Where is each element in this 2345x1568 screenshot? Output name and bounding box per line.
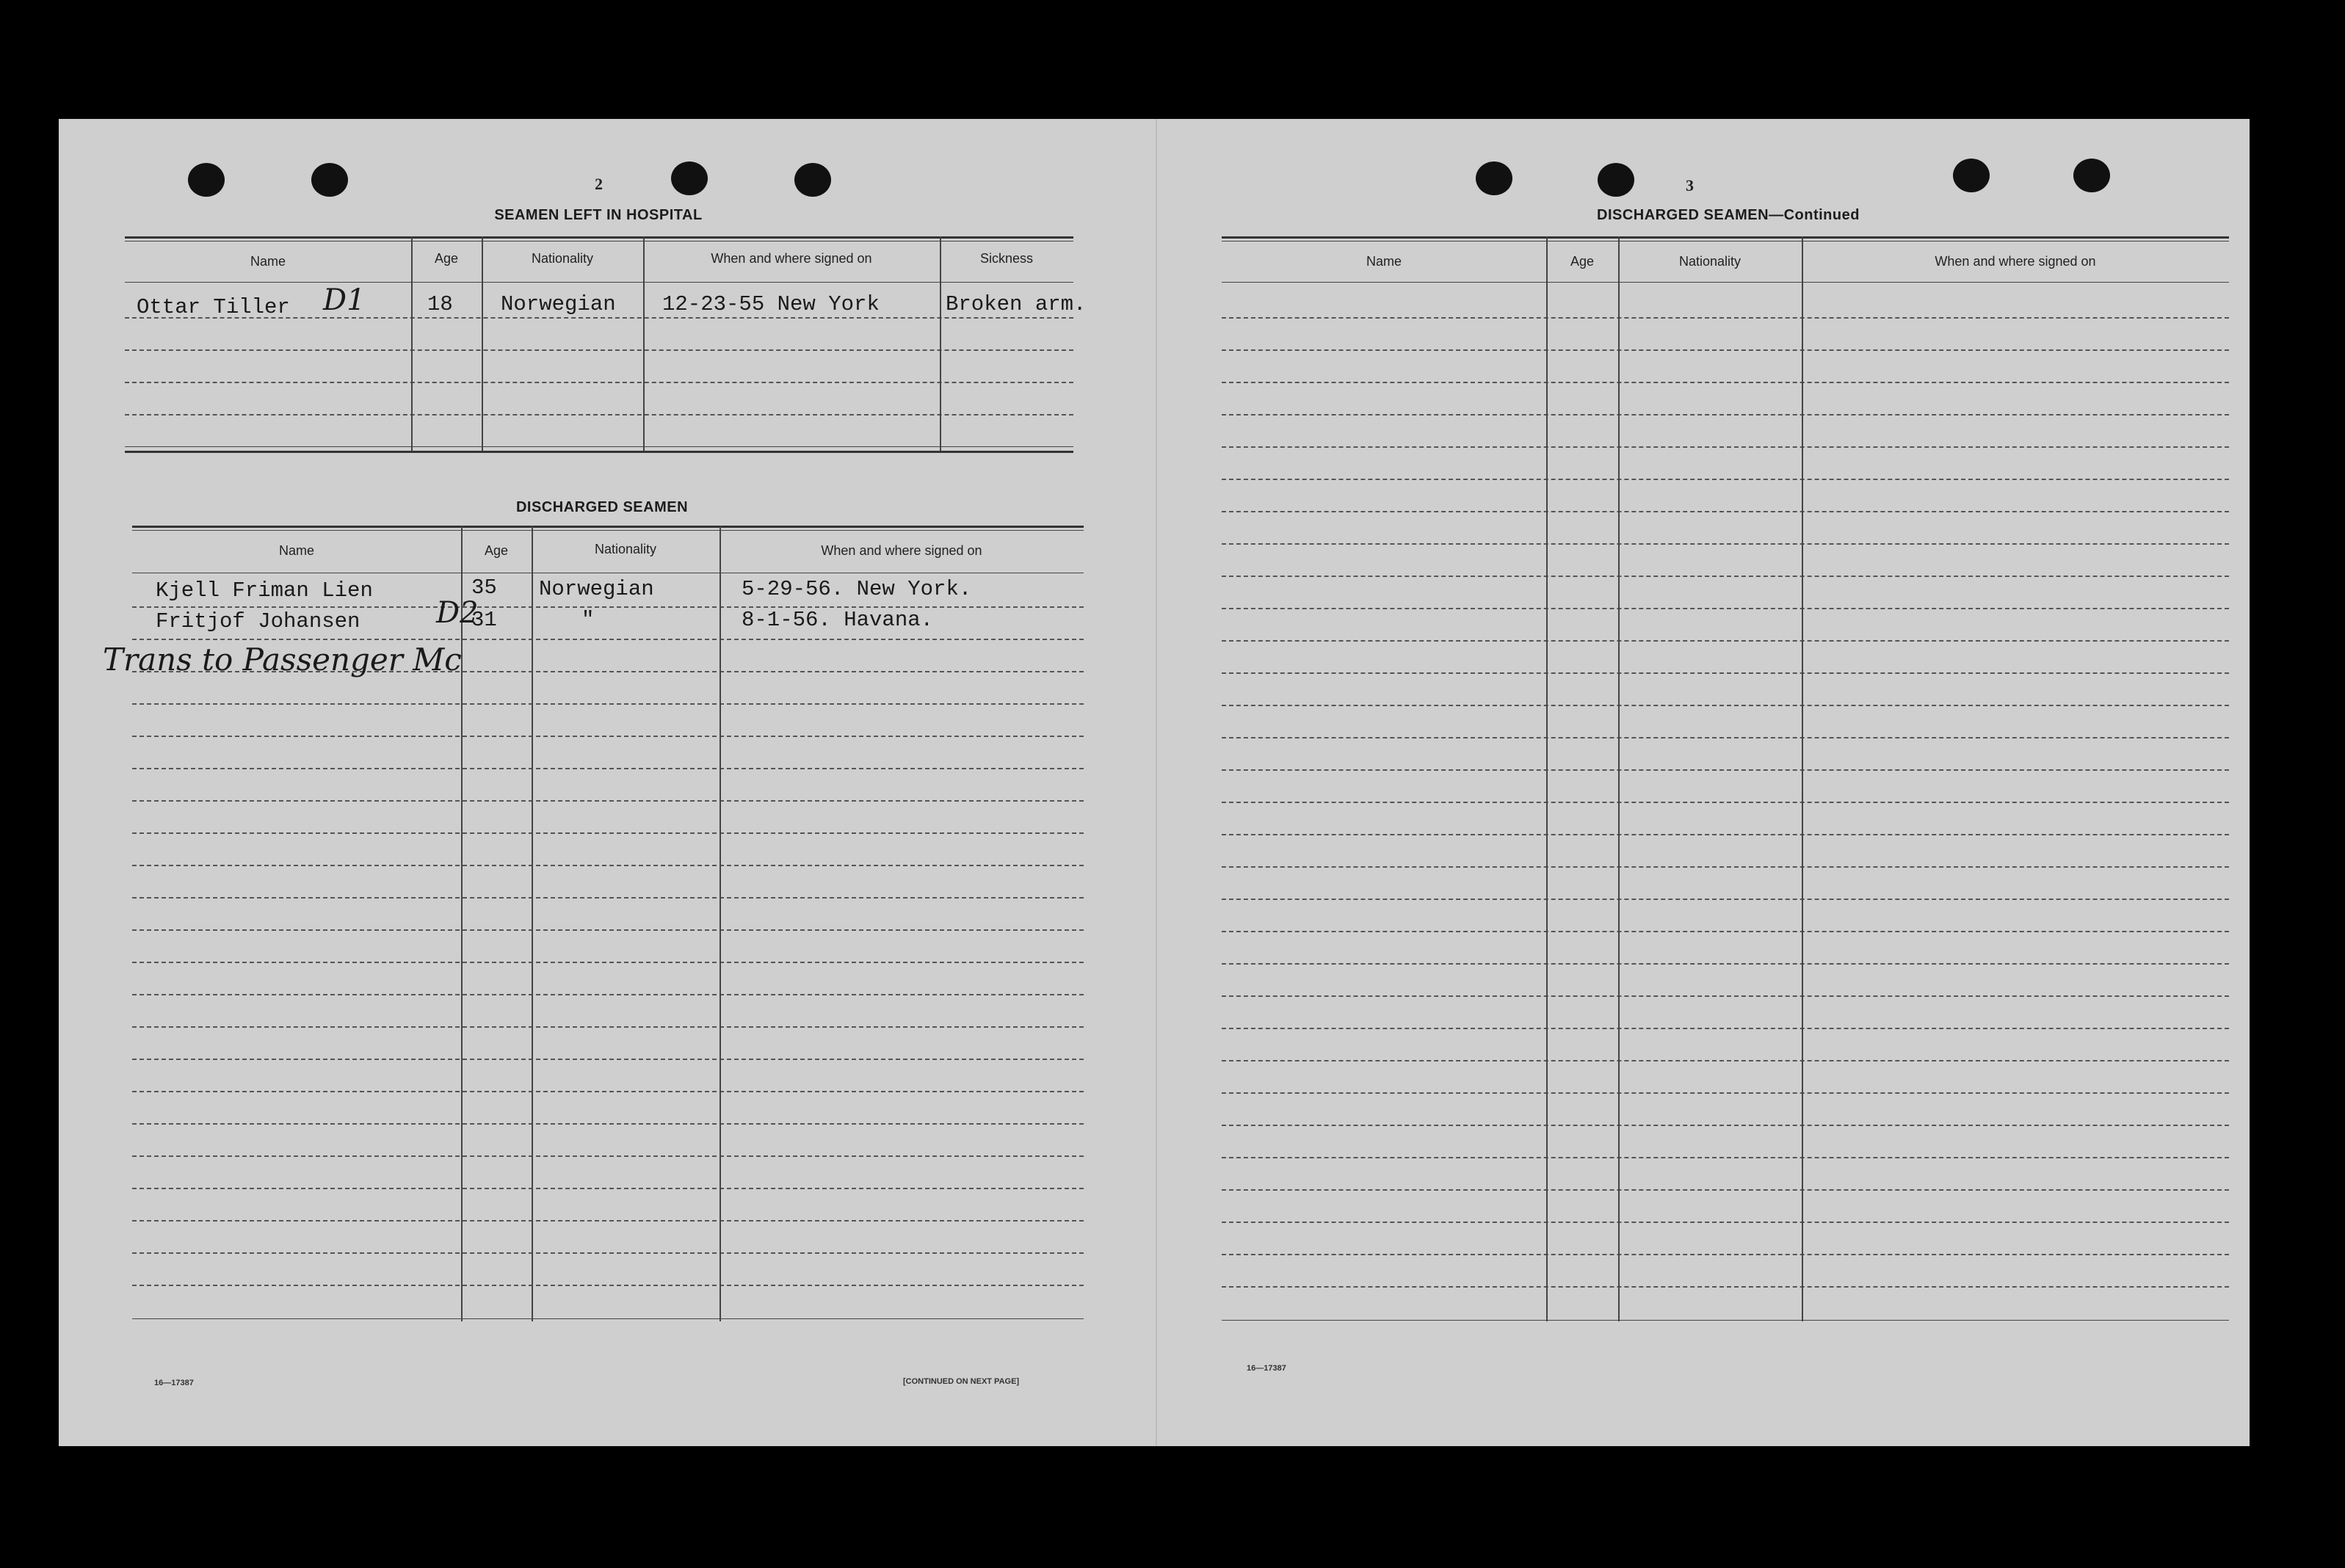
punch-hole [1598, 163, 1634, 197]
discharged-row-name: Kjell Friman Lien [156, 578, 373, 603]
hospital-row-sickness: Broken arm. [946, 292, 1087, 316]
hospital-annotation: D1 [323, 283, 366, 317]
discharged-continued-title: DISCHARGED SEAMEN—Continued [1597, 207, 1860, 223]
continued-header-nationality: Nationality [1678, 254, 1741, 269]
discharged-header-nationality: Nationality [594, 542, 657, 556]
discharged-header-age: Age [484, 543, 509, 558]
hospital-row-age: 18 [427, 292, 453, 316]
punch-hole [1476, 161, 1512, 195]
discharged-title: DISCHARGED SEAMEN [515, 499, 689, 515]
hospital-header-age: Age [434, 251, 459, 266]
discharged-header-signed-on: When and where signed on [821, 543, 982, 558]
hospital-header-sickness: Sickness [979, 251, 1034, 266]
continued-note: [CONTINUED ON NEXT PAGE] [903, 1377, 1020, 1386]
form-number-left: 16—17387 [154, 1379, 194, 1387]
hospital-row-name: Ottar Tiller [137, 295, 290, 319]
discharged-table [103, 526, 1084, 1370]
page-number-left: 2 [595, 175, 603, 193]
hospital-header-nationality: Nationality [531, 251, 594, 266]
continued-header-name: Name [1366, 254, 1402, 269]
discharged-header-name: Name [278, 543, 314, 558]
punch-hole [1953, 159, 1990, 192]
discharged-continued-table [1222, 236, 2229, 1382]
punch-hole [794, 163, 831, 197]
discharged-row-age: 31 [471, 608, 497, 632]
discharged-row-name: Fritjof Johansen [156, 609, 360, 634]
discharged-row-signed-on: 8-1-56. Havana. [742, 608, 934, 632]
discharged-row-nationality: Norwegian [539, 577, 654, 601]
page-number-right: 3 [1686, 176, 1694, 195]
discharged-annotation: D2 [436, 596, 479, 630]
discharged-row-nationality: " [581, 608, 595, 632]
discharged-row-signed-on: 5-29-56. New York. [742, 577, 972, 601]
handwritten-note: Trans to Passenger Mc [103, 642, 462, 678]
hospital-row-signed-on: 12-23-55 New York [662, 292, 880, 316]
discharged-row-age: 35 [471, 576, 497, 600]
punch-hole [2073, 159, 2110, 192]
page-fold [1156, 119, 1157, 1446]
form-number-right: 16—17387 [1247, 1364, 1286, 1373]
hospital-table [125, 236, 1087, 479]
hospital-row-nationality: Norwegian [501, 292, 616, 316]
continued-header-signed-on: When and where signed on [1935, 254, 2096, 269]
punch-hole [671, 161, 708, 195]
hospital-header-signed-on: When and where signed on [711, 251, 872, 266]
hospital-title: SEAMEN LEFT IN HOSPITAL [494, 207, 703, 223]
continued-header-age: Age [1570, 254, 1595, 269]
punch-hole [311, 163, 348, 197]
punch-hole [188, 163, 225, 197]
hospital-header-name: Name [250, 254, 286, 269]
document-sheet [59, 119, 2250, 1446]
